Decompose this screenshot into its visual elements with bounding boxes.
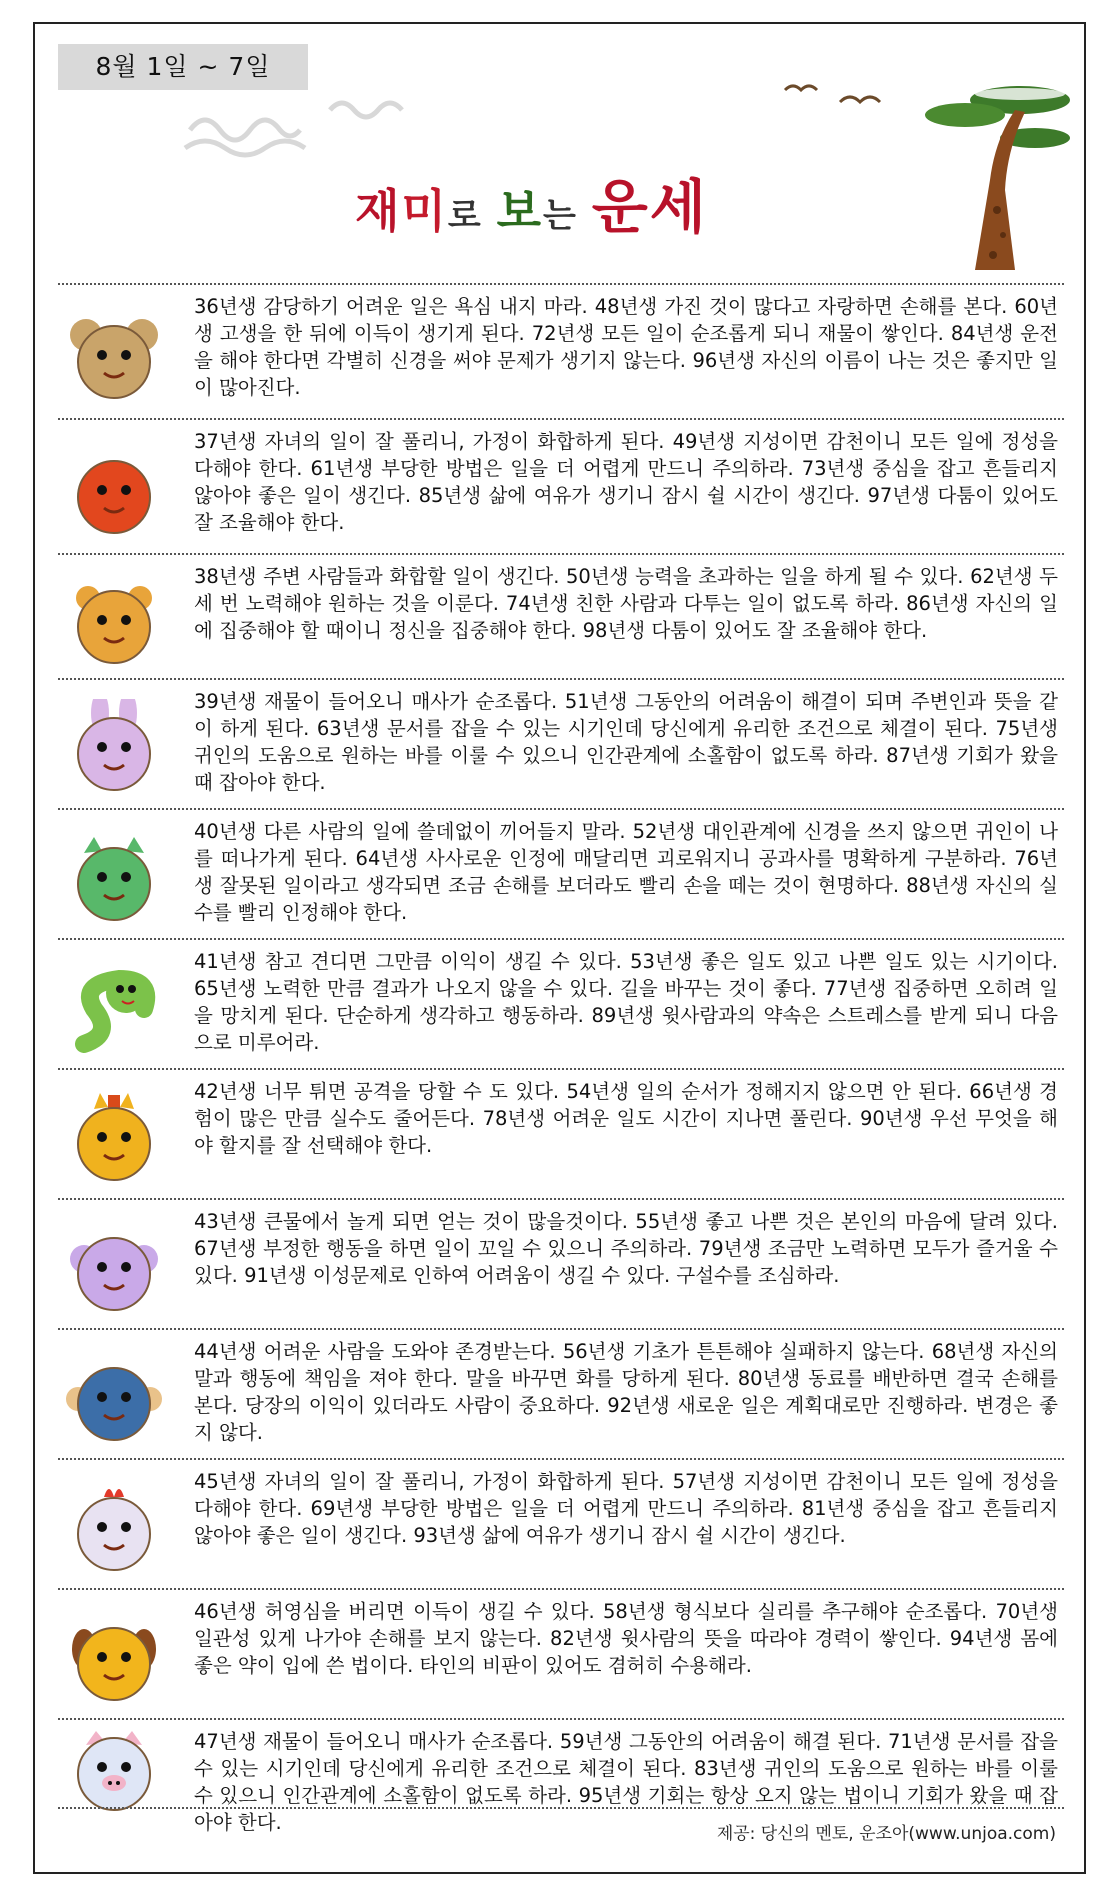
fortune-row <box>58 808 1064 938</box>
dragon-icon <box>64 829 164 929</box>
fortune-text: 43년생 큰물에서 놀게 되면 얻는 것이 많을것이다. 55년생 좋고 나쁜 것은 본인의 마음에 달려 있다. 67년생 부정한 행동을 하면 일이 꼬일 수 있으니 주의하라. 79년생 조금만 노력하면 모두가 즐거울 수 있다. 91년생 이성문제로 인하여 어려움이 생길 수 있다. 구설수를 조심하라. <box>194 1210 1058 1287</box>
snake-icon <box>64 959 164 1059</box>
fortune-text: 42년생 너무 튀면 공격을 당할 수 도 있다. 54년생 일의 순서가 정해지지 않으면 안 된다. 66년생 경험이 많은 만큼 실수도 줄어든다. 78년생 어려운 일도 시간이 지나면 풀린다. 90년생 우선 무엇을 해야 할지를 잘 선택해야 한다. <box>194 1080 1058 1157</box>
monkey-icon <box>64 1349 164 1449</box>
title-part: 재 <box>355 184 402 238</box>
ox-icon <box>64 442 164 542</box>
pig-icon <box>64 1719 164 1819</box>
rabbit-icon <box>64 699 164 799</box>
fortune-text: 39년생 재물이 들어오니 매사가 순조롭다. 51년생 그동안의 어려움이 해결이 되며 주변인과 뜻을 같이 하게 된다. 63년생 문서를 잡을 수 있는 시기인데 당신에게 유리한 조건으로 체결이 된다. 75년생 귀인의 도움으로 원하는 바를 이룰 수 있으니 인간관계에 소홀함이 없도록 하라. 87년생 기회가 왔을 때 잡아야 한다. <box>194 690 1058 794</box>
footer-credit: 제공: 당신의 멘토, 운조아(www.unjoa.com) <box>58 1807 1064 1844</box>
title-part: 는 <box>543 196 592 236</box>
rat-icon <box>64 307 164 407</box>
fortune-text: 38년생 주변 사람들과 화합할 일이 생긴다. 50년생 능력을 초과하는 일을 하게 될 수 있다. 62년생 두세 번 노력해야 원하는 것을 이룬다. 74년생 친한 사람과 다투는 일이 없도록 하라. 86년생 자신의 일에 집중해야 할 때이니 정신을 집중해야 한다. 98년생 다툼이 있어도 잘 조율해야 한다. <box>194 565 1058 642</box>
fortune-text: 37년생 자녀의 일이 잘 풀리니, 가정이 화합하게 된다. 49년생 지성이면 감천이니 모든 일에 정성을 다해야 한다. 61년생 부당한 방법은 일을 더 어렵게 만드니 주의하라. 73년생 중심을 잡고 흔들리지 않아야 좋은 일이 생긴다. 85년생 삶에 여유가 생기니 잠시 쉴 시간이 생긴다. 97년생 다툼이 있어도 잘 조율해야 한다. <box>194 430 1058 534</box>
dog-icon <box>64 1609 164 1709</box>
birds-icon <box>780 72 890 112</box>
fortune-row <box>58 418 1064 553</box>
fortune-text: 45년생 자녀의 일이 잘 풀리니, 가정이 화합하게 된다. 57년생 지성이면 감천이니 모든 일에 정성을 다해야 한다. 69년생 부당한 방법은 일을 더 어렵게 만드니 주의하라. 81년생 중심을 잡고 흔들리지 않아야 좋은 일이 생긴다. 93년생 삶에 여유가 생기니 잠시 쉴 시간이 생긴다. <box>194 1470 1058 1547</box>
fortune-row <box>58 1458 1064 1588</box>
fortune-row <box>58 1328 1064 1458</box>
fortune-text: 47년생 재물이 들어오니 매사가 순조롭다. 59년생 그동안의 어려움이 해결 된다. 71년생 문서를 잡을 수 있는 시기인데 당신에게 유리한 조건으로 체결이 된다. 83년생 귀인의 도움으로 원하는 바를 이룰 수 있으니 인간관계에 소홀함이 없도록 하라. 95년생 기회는 항상 오지 않는 법이니 기회가 왔을 때 잡아야 한다. <box>194 1730 1058 1834</box>
fortune-row <box>58 283 1064 418</box>
tiger-icon <box>64 572 164 672</box>
page-title <box>355 160 708 244</box>
fortune-row <box>58 1588 1064 1718</box>
fortune-text: 44년생 어려운 사람을 도와야 존경받는다. 56년생 기초가 튼튼해야 실패하지 않는다. 68년생 자신의 말과 행동에 책임을 져야 한다. 말을 바꾸면 화를 당하게 된다. 80년생 동료를 배반하면 결국 손해를 본다. 당장의 이익이 있더라도 사람이 중요하다. 92년생 새로운 일은 계획대로만 진행하라. 변경은 좋지 않다. <box>194 1340 1058 1444</box>
fortune-row <box>58 1198 1064 1328</box>
fortune-row <box>58 553 1064 678</box>
title-part: 로 <box>447 196 497 236</box>
fortune-row <box>58 938 1064 1068</box>
pine-tree-icon <box>905 60 1075 275</box>
sheep-icon <box>64 1219 164 1319</box>
title-part: 운세 <box>591 173 708 241</box>
fortune-text: 41년생 참고 견디면 그만큼 이익이 생길 수 있다. 53년생 좋은 일도 있고 나쁜 일도 있는 시기이다. 65년생 노력한 만큼 결과가 나오지 않을 수 있다. 길을 바꾸는 것이 좋다. 77년생 집중하면 오히려 일을 망치게 된다. 단순하게 생각하고 행동하라. 89년생 윗사람과의 약속은 스트레스를 받게 되니 다음으로 미루어라. <box>194 950 1058 1054</box>
title-part: 미 <box>401 184 448 238</box>
fortune-row <box>58 678 1064 808</box>
title-part: 보 <box>496 184 543 238</box>
fortune-text: 40년생 다른 사람의 일에 쓸데없이 끼어들지 말라. 52년생 대인관계에 신경을 쓰지 않으면 귀인이 나를 떠나가게 된다. 64년생 사사로운 인정에 매달리면 괴로워지니 공과사를 명확하게 구분하라. 76년생 잘못된 일이라고 생각되면 조금 손해를 보더라도 빨리 손을 떼는 것이 현명하다. 88년생 자신의 실수를 빨리 인정해야 한다. <box>194 820 1058 924</box>
horse-icon <box>64 1089 164 1189</box>
fortune-text: 46년생 허영심을 버리면 이득이 생길 수 있다. 58년생 형식보다 실리를 추구해야 순조롭다. 70년생 일관성 있게 나가야 손해를 보지 않는다. 82년생 윗사람의 뜻을 따라야 경력이 쌓인다. 94년생 몸에 좋은 약이 입에 쓴 법이다. 타인의 비판이 있어도 겸허히 수용해라. <box>194 1600 1058 1677</box>
fortune-text: 36년생 감당하기 어려운 일은 욕심 내지 마라. 48년생 가진 것이 많다고 자랑하면 손해를 본다. 60년생 고생을 한 뒤에 이득이 생기게 된다. 72년생 모든 일이 순조롭게 되니 재물이 쌓인다. 84년생 운전을 해야 한다면 각별히 신경을 써야 문제가 생기지 않는다. 96년생 자신의 이름이 나는 것은 좋지만 일이 많아진다. <box>194 295 1058 399</box>
date-range-badge: 8월 1일 ~ 7일 <box>58 44 308 90</box>
rooster-icon <box>64 1479 164 1579</box>
cloud-decoration-icon <box>180 90 480 170</box>
fortune-row <box>58 1068 1064 1198</box>
